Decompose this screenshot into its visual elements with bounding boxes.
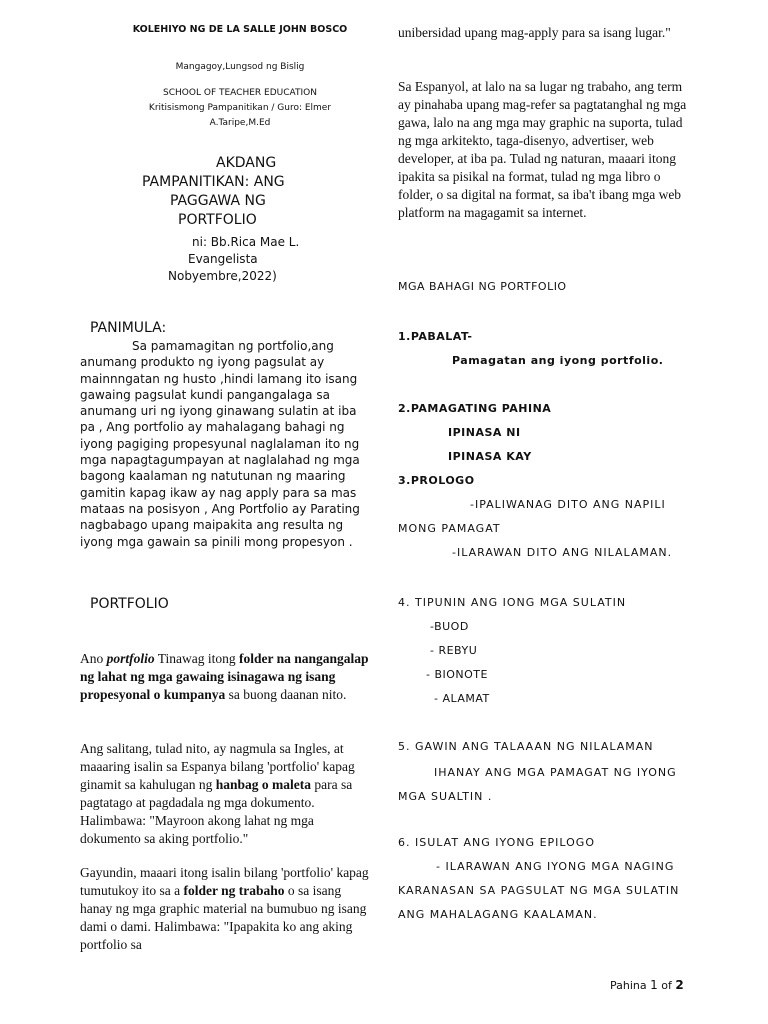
department-info (130, 86, 350, 131)
p1-text-a: Ano (80, 651, 107, 666)
page-total: 2 (675, 978, 684, 992)
section-6-item-1-end: ANG MAHALAGANG KAALAMAN. (398, 908, 598, 921)
page-label: Pahina (610, 979, 651, 992)
section-4-item-2: - REBYU (430, 644, 478, 657)
page-of: of (657, 979, 676, 992)
page-number (610, 978, 684, 992)
bahagi-heading: MGA BAHAGI NG PORTFOLIO (398, 280, 567, 293)
section-4-heading: 4. TIPUNIN ANG IONG MGA SULATIN (398, 596, 627, 609)
course-line: Kritisismong Pampanitikan / Guro: Elmer A.Taripe,M.Ed (148, 103, 332, 128)
section-2-item-2: IPINASA KAY (448, 450, 532, 463)
portfolio-paragraph-1 (80, 650, 370, 704)
title-line-2: PAMPANITIKAN: ANG (142, 174, 285, 190)
section-4-item-3: - BIONOTE (426, 668, 488, 681)
section-3-item-2: -ILARAWAN DITO ANG NILALAMAN. (452, 546, 673, 559)
p2-text-a: Ang salitang, tulad nito, ay nagmula sa Ingles, at maaaring isalin sa Espanya bilang 'portfolio' kapag ginamit sa kahulugan ng (80, 741, 355, 792)
section-4-item-4: - ALAMAT (434, 692, 490, 705)
section-5-item-1-cont: MGA SUALTIN . (398, 790, 493, 803)
title-line-4: PORTFOLIO (178, 212, 257, 228)
document-title (130, 154, 350, 230)
section-6-item-1: - ILARAWAN ANG IYONG MGA NAGING (436, 860, 675, 873)
author-line-3: Nobyembre,2022) (168, 269, 277, 283)
panimula-body (80, 338, 370, 550)
p2-bold: hanbag o maleta (215, 777, 311, 792)
portfolio-heading: PORTFOLIO (90, 596, 169, 612)
section-6-item-1-cont: KARANASAN SA PAGSULAT NG MGA SULATIN (398, 884, 680, 897)
panimula-heading: PANIMULA: (90, 320, 167, 336)
section-2-item-1: IPINASA NI (448, 426, 521, 439)
school-address: Mangagoy,Lungsod ng Bislig (175, 62, 305, 72)
school-name: KOLEHIYO NG DE LA SALLE JOHN BOSCO (132, 24, 348, 35)
author-line-1: ni: Bb.Rica Mae L. (192, 235, 300, 249)
portfolio-paragraph-4: Sa Espanyol, at lalo na sa lugar ng trabaho, ang term ay pinahaba upang mag-refer sa pagtatanghal ng mga gawa, lalo na ang mga may graphic na suporta, tulad ng mga arkitekto, taga-disenyo, advertiser, web developer, at iba pa. Tulad ng naturan, maaari itong ipakita sa pisikal na format, tulad ng mga libro o folder, o sa digital na format, sa iba't ibang mga web platform na magagamit sa internet. (398, 79, 687, 220)
section-3-heading: 3.PROLOGO (398, 474, 475, 487)
p1-text-c: Tinawag itong (154, 651, 240, 666)
section-1-heading: 1.PABALAT- (398, 330, 473, 343)
p1-definition: folder na nangangalap ng lahat ng mga gawaing isinagawa ng isang propesyonal o kumpanya (80, 651, 369, 702)
section-2-heading: 2.PAMAGATING PAHINA (398, 402, 552, 415)
p2-text-c: para sa pagtatago at pagdadala ng mga dokumento. Halimbawa: "Mayroon akong lahat ng mga dokumento sa aking portfolio." (80, 777, 353, 846)
section-6-heading: 6. ISULAT ANG IYONG EPILOGO (398, 836, 595, 849)
p1-term: portfolio (106, 651, 155, 666)
author-line-2: Evangelista (188, 252, 258, 266)
section-5-heading: 5. GAWIN ANG TALAAAN NG NILALAMAN (398, 740, 654, 753)
author-block (140, 234, 350, 285)
p1-text-e: sa buong daanan nito. (225, 687, 347, 702)
title-line-1: AKDANG (216, 155, 277, 171)
p3-text-c: o sa isang hanay ng mga graphic material na bumubuo ng isang dami o dami. Halimbawa: "Ipapakita ko ang aking portfolio sa (80, 883, 367, 952)
page-current: 1 (650, 978, 658, 992)
p3-bold: folder ng trabaho (183, 883, 285, 898)
section-3-item-1-cont: MONG PAMAGAT (398, 522, 501, 535)
section-1-text: Pamagatan ang iyong portfolio. (452, 354, 664, 367)
panimula-text: Sa pamamagitan ng portfolio,ang anumang produkto ng iyong pagsulat ay mainnngatan ng husto ,hindi lamang ito isang gawaing pagsulat kundi pangangalaga sa anumang uri ng iyong ginawang sulatin at iba pa , Ang portfolio ay mahalagang bahagi ng iyong pagiging propesyunal naglalaman ito ng mga napagtagumpayan at naglalahad ng mga bagong kaalaman ng natutunan ng maaring gamitin kapag ikaw ay nag apply para sa mas mataas na posisyon , Ang Portfolio ay Parating nagbabago upang maipakita ang resulta ng iyong mga gawain sa pinili mong propesyon . (80, 339, 360, 549)
section-5-item-1: IHANAY ANG MGA PAMAGAT NG IYONG (434, 766, 677, 779)
section-3-item-1: -IPALIWANAG DITO ANG NAPILI (470, 498, 666, 511)
p3-text-a: Gayundin, maaari itong isalin bilang 'portfolio' kapag tumutukoy ito sa a (80, 865, 369, 898)
portfolio-paragraph-2 (80, 740, 370, 848)
section-4-item-1: -BUOD (430, 620, 469, 633)
continued-text: unibersidad upang mag-apply para sa isang lugar." (398, 25, 671, 40)
portfolio-paragraph-3 (80, 864, 370, 954)
title-line-3: PAGGAWA NG (170, 193, 266, 209)
department-name: SCHOOL OF TEACHER EDUCATION (163, 88, 317, 98)
